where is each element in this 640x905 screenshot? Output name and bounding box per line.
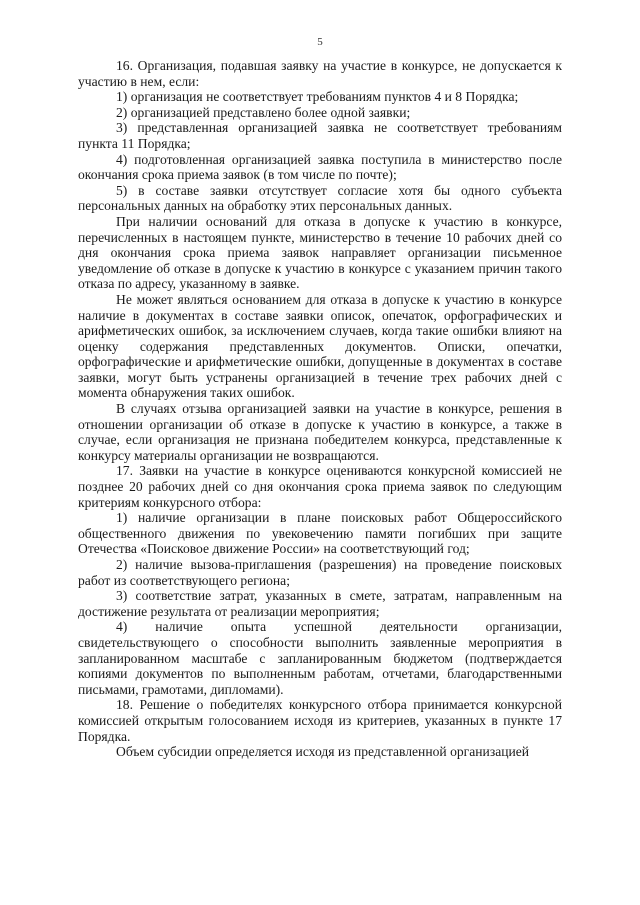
list-item-16-4: 4) подготовленная организацией заявка поступила в министерство после окончания срока приема заявок (в том числе по почте); xyxy=(78,151,562,183)
document-body xyxy=(78,58,562,760)
paragraph-16-intro: 16. Организация, подавшая заявку на участие в конкурсе, не допускается к участию в нем, если: xyxy=(78,58,562,89)
paragraph-withdrawal: В случаях отзыва организацией заявки на участие в конкурсе, решения в отношении организации об отказе в допуске к участию в конкурсе, а также в случае, если организация не признана победителем конкурса, представленные к конкурсу материалы организации не возвращаются. xyxy=(78,401,562,463)
paragraph-18: 18. Решение о победителях конкурсного отбора принимается конкурсной комиссией открытым голосованием исходя из критериев, указанных в пункте 17 Порядка. xyxy=(78,697,562,744)
list-item-16-3: 3) представленная организацией заявка не соответствует требованиям пункта 11 Порядка; xyxy=(78,120,562,151)
paragraph-17-intro: 17. Заявки на участие в конкурсе оцениваются конкурсной комиссией не позднее 20 рабочих дней со дня окончания срока приема заявок по следующим критериям конкурсного отбора: xyxy=(78,463,562,510)
list-item-16-5: 5) в составе заявки отсутствует согласие хотя бы одного субъекта персональных данных на обработку этих персональных данных. xyxy=(78,182,562,214)
list-item-17-3: 3) соответствие затрат, указанных в смете, затратам, направленным на достижение результата от реализации мероприятия; xyxy=(78,588,562,619)
list-item-17-4: 4) наличие опыта успешной деятельности организации, свидетельствующего о способности выполнить заявленные мероприятия в запланированном масштабе с запланированным бюджетом (подтверждается копиями документов по выполненным работам, отчетами, благодарственными письмами, грамотами, дипломами). xyxy=(78,619,562,697)
list-item-16-1: 1) организация не соответствует требованиям пунктов 4 и 8 Порядка; xyxy=(116,89,519,105)
paragraph-typos: Не может являться основанием для отказа в допуске к участию в конкурсе наличие в документах в составе заявки описок, опечаток, орфографических и арифметических ошибок, за исключением случаев, когда такие ошибки влияют на оценку содержания представленных документов. Описки, опечатки, орфографические и арифметические ошибки, допущенные в документах в составе заявки, могут быть устранены организацией в течение трех рабочих дней с момента обнаружения таких ошибок. xyxy=(78,291,562,401)
list-item-16-2: 2) организацией представлено более одной заявки; xyxy=(116,104,411,120)
paragraph-refusal-notice: При наличии оснований для отказа в допуске к участию в конкурсе, перечисленных в настоящем пункте, министерство в течение 10 рабочих дней со дня окончания срока приема заявок направляет организации письменное уведомление об отказе в допуске к участию в конкурсе с указанием причин такого отказа по адресу, указанному в заявке. xyxy=(78,213,562,292)
list-item-17-1: 1) наличие организации в плане поисковых работ Общероссийского общественного движения по увековечению памяти погибших при защите Отечества «Поисковое движение России» на соответствующий год; xyxy=(78,510,562,557)
paragraph-subsidy-amount: Объем субсидии определяется исходя из представленной организацией xyxy=(116,744,530,760)
page-number: 5 xyxy=(317,36,323,48)
list-item-17-2: 2) наличие вызова-приглашения (разрешения) на проведение поисковых работ из соответствующего региона; xyxy=(78,557,562,588)
